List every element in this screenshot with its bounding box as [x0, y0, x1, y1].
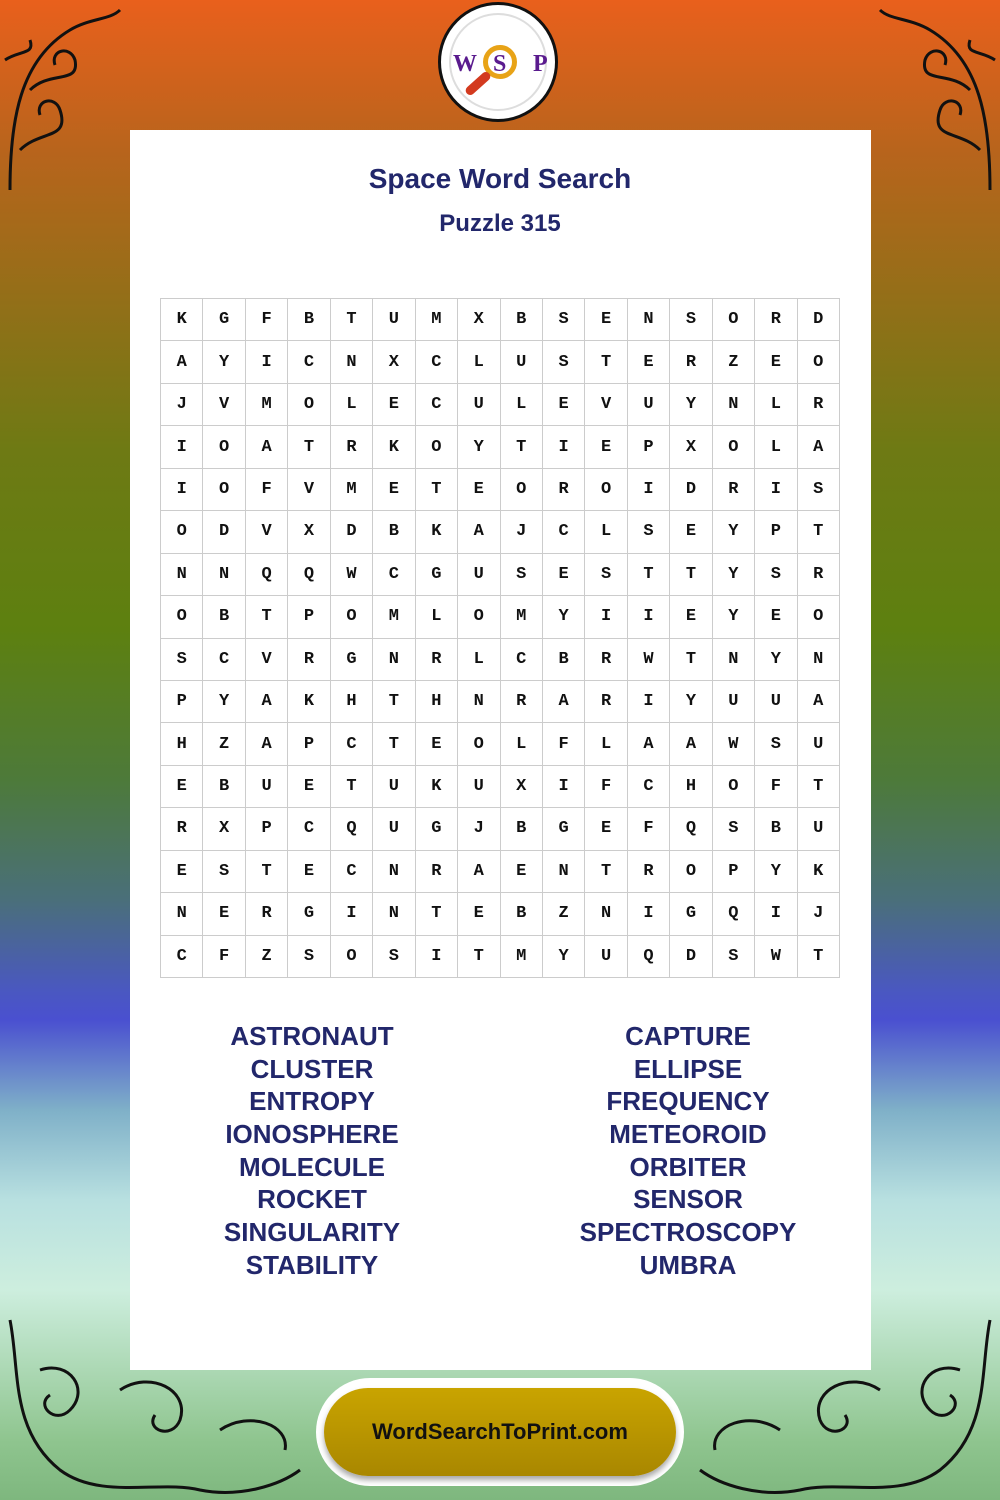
word-list-item: METEOROID: [609, 1119, 767, 1150]
grid-cell[interactable]: Z: [543, 893, 585, 935]
grid-cell[interactable]: E: [543, 554, 585, 596]
grid-cell[interactable]: R: [585, 681, 627, 723]
grid-cell[interactable]: S: [288, 936, 330, 978]
grid-cell[interactable]: K: [161, 299, 203, 341]
grid-cell[interactable]: C: [288, 808, 330, 850]
grid-cell[interactable]: X: [203, 808, 245, 850]
site-logo[interactable]: [438, 2, 558, 122]
grid-cell[interactable]: T: [798, 766, 840, 808]
grid-cell[interactable]: U: [458, 554, 500, 596]
grid-cell[interactable]: O: [798, 341, 840, 383]
grid-cell[interactable]: D: [670, 936, 712, 978]
grid-cell[interactable]: Y: [713, 554, 755, 596]
grid-cell[interactable]: V: [288, 469, 330, 511]
grid-cell[interactable]: R: [161, 808, 203, 850]
grid-cell[interactable]: Y: [543, 936, 585, 978]
grid-cell[interactable]: N: [628, 299, 670, 341]
word-list-item: STABILITY: [245, 1249, 379, 1280]
grid-cell[interactable]: N: [373, 851, 415, 893]
grid-cell[interactable]: B: [755, 808, 797, 850]
grid-cell[interactable]: G: [416, 554, 458, 596]
grid-cell[interactable]: Q: [628, 936, 670, 978]
grid-cell[interactable]: U: [798, 723, 840, 765]
grid-cell[interactable]: Y: [670, 384, 712, 426]
grid-cell[interactable]: E: [288, 851, 330, 893]
grid-cell[interactable]: C: [331, 851, 373, 893]
grid-cell[interactable]: K: [288, 681, 330, 723]
grid-cell[interactable]: T: [288, 426, 330, 468]
grid-cell[interactable]: R: [713, 469, 755, 511]
grid-cell[interactable]: B: [288, 299, 330, 341]
grid-cell[interactable]: A: [246, 426, 288, 468]
grid-cell[interactable]: R: [798, 554, 840, 596]
grid-cell[interactable]: K: [373, 426, 415, 468]
grid-cell[interactable]: R: [543, 469, 585, 511]
grid-cell[interactable]: D: [798, 299, 840, 341]
word-list-item: CLUSTER: [250, 1053, 374, 1084]
grid-cell[interactable]: S: [161, 639, 203, 681]
grid-cell[interactable]: Q: [670, 808, 712, 850]
word-list-item: SENSOR: [633, 1184, 743, 1215]
grid-cell[interactable]: C: [161, 936, 203, 978]
grid-cell[interactable]: E: [543, 384, 585, 426]
grid-cell[interactable]: W: [628, 639, 670, 681]
grid-cell[interactable]: L: [585, 511, 627, 553]
grid-cell[interactable]: T: [373, 723, 415, 765]
grid-cell[interactable]: F: [203, 936, 245, 978]
word-list-item: UMBRA: [639, 1249, 737, 1280]
grid-cell[interactable]: O: [288, 384, 330, 426]
grid-cell[interactable]: N: [543, 851, 585, 893]
grid-cell[interactable]: E: [585, 808, 627, 850]
grid-cell[interactable]: N: [798, 639, 840, 681]
grid-cell[interactable]: I: [416, 936, 458, 978]
grid-cell[interactable]: N: [373, 893, 415, 935]
grid-cell[interactable]: I: [585, 596, 627, 638]
grid-cell[interactable]: T: [798, 936, 840, 978]
grid-cell[interactable]: E: [670, 511, 712, 553]
grid-cell[interactable]: P: [628, 426, 670, 468]
grid-cell[interactable]: T: [246, 596, 288, 638]
grid-cell[interactable]: T: [458, 936, 500, 978]
grid-cell[interactable]: E: [585, 299, 627, 341]
grid-cell[interactable]: C: [331, 723, 373, 765]
grid-cell[interactable]: E: [203, 893, 245, 935]
grid-cell[interactable]: S: [755, 723, 797, 765]
grid-cell[interactable]: I: [628, 469, 670, 511]
word-list-item: SINGULARITY: [223, 1217, 401, 1248]
grid-cell[interactable]: G: [203, 299, 245, 341]
grid-cell[interactable]: O: [203, 426, 245, 468]
grid-cell[interactable]: S: [798, 469, 840, 511]
grid-cell[interactable]: F: [246, 299, 288, 341]
grid-cell[interactable]: E: [458, 469, 500, 511]
grid-cell[interactable]: M: [373, 596, 415, 638]
grid-cell[interactable]: E: [161, 766, 203, 808]
grid-cell[interactable]: E: [458, 893, 500, 935]
grid-cell[interactable]: W: [755, 936, 797, 978]
grid-cell[interactable]: U: [628, 384, 670, 426]
grid-cell[interactable]: X: [288, 511, 330, 553]
grid-cell[interactable]: S: [628, 511, 670, 553]
grid-cell[interactable]: E: [161, 851, 203, 893]
word-list-item: ENTROPY: [249, 1086, 375, 1117]
grid-cell[interactable]: M: [331, 469, 373, 511]
grid-cell[interactable]: R: [755, 299, 797, 341]
grid-cell[interactable]: N: [373, 639, 415, 681]
grid-cell[interactable]: N: [331, 341, 373, 383]
grid-cell[interactable]: C: [416, 384, 458, 426]
grid-cell[interactable]: S: [373, 936, 415, 978]
grid-cell[interactable]: C: [416, 341, 458, 383]
grid-cell[interactable]: I: [628, 893, 670, 935]
grid-cell[interactable]: C: [203, 639, 245, 681]
grid-cell[interactable]: S: [501, 554, 543, 596]
grid-cell[interactable]: I: [161, 426, 203, 468]
grid-cell[interactable]: R: [501, 681, 543, 723]
word-list-item: ORBITER: [629, 1151, 747, 1182]
grid-cell[interactable]: Y: [713, 596, 755, 638]
grid-cell[interactable]: U: [246, 766, 288, 808]
word-list-item: ROCKET: [257, 1184, 367, 1215]
grid-cell[interactable]: Y: [755, 639, 797, 681]
grid-cell[interactable]: C: [501, 639, 543, 681]
logo-letter-p: P: [533, 51, 548, 77]
grid-cell[interactable]: A: [543, 681, 585, 723]
grid-cell[interactable]: G: [416, 808, 458, 850]
word-list-right: [538, 1020, 838, 1282]
grid-cell[interactable]: Y: [458, 426, 500, 468]
grid-cell[interactable]: B: [373, 511, 415, 553]
grid-cell[interactable]: G: [670, 893, 712, 935]
grid-cell[interactable]: G: [331, 639, 373, 681]
grid-cell[interactable]: F: [585, 766, 627, 808]
grid-cell[interactable]: L: [458, 341, 500, 383]
grid-cell[interactable]: R: [798, 384, 840, 426]
grid-cell[interactable]: U: [373, 299, 415, 341]
grid-cell[interactable]: B: [501, 299, 543, 341]
grid-cell[interactable]: K: [416, 511, 458, 553]
grid-cell[interactable]: Y: [755, 851, 797, 893]
grid-cell[interactable]: O: [416, 426, 458, 468]
grid-cell[interactable]: O: [458, 596, 500, 638]
grid-cell[interactable]: O: [713, 766, 755, 808]
grid-cell[interactable]: T: [798, 511, 840, 553]
grid-cell[interactable]: F: [628, 808, 670, 850]
grid-cell[interactable]: R: [670, 341, 712, 383]
grid-cell[interactable]: I: [331, 893, 373, 935]
grid-cell[interactable]: H: [416, 681, 458, 723]
grid-cell[interactable]: J: [161, 384, 203, 426]
grid-cell[interactable]: A: [670, 723, 712, 765]
grid-cell[interactable]: O: [331, 936, 373, 978]
word-list-item: SPECTROSCOPY: [579, 1217, 797, 1248]
grid-cell[interactable]: N: [161, 893, 203, 935]
grid-cell[interactable]: R: [331, 426, 373, 468]
grid-cell[interactable]: P: [161, 681, 203, 723]
grid-cell[interactable]: L: [585, 723, 627, 765]
grid-cell[interactable]: Z: [713, 341, 755, 383]
puzzle-number: Puzzle 315: [439, 210, 561, 237]
grid-cell[interactable]: I: [755, 469, 797, 511]
grid-cell[interactable]: L: [755, 426, 797, 468]
grid-cell[interactable]: T: [246, 851, 288, 893]
grid-cell[interactable]: B: [501, 808, 543, 850]
grid-cell[interactable]: V: [203, 384, 245, 426]
site-link-button[interactable]: WordSearchToPrint.com: [324, 1388, 676, 1476]
grid-cell[interactable]: A: [246, 723, 288, 765]
grid-cell[interactable]: E: [416, 723, 458, 765]
grid-cell[interactable]: I: [628, 596, 670, 638]
grid-cell[interactable]: H: [161, 723, 203, 765]
grid-cell[interactable]: I: [543, 426, 585, 468]
grid-cell[interactable]: E: [628, 341, 670, 383]
grid-cell[interactable]: V: [246, 511, 288, 553]
grid-cell[interactable]: Y: [203, 341, 245, 383]
grid-cell[interactable]: N: [161, 554, 203, 596]
grid-cell[interactable]: E: [585, 426, 627, 468]
grid-cell[interactable]: I: [246, 341, 288, 383]
word-list-item: CAPTURE: [625, 1021, 751, 1051]
grid-cell[interactable]: G: [288, 893, 330, 935]
grid-cell[interactable]: E: [501, 851, 543, 893]
grid-cell[interactable]: L: [501, 384, 543, 426]
grid-cell[interactable]: O: [161, 511, 203, 553]
grid-cell[interactable]: T: [373, 681, 415, 723]
grid-cell[interactable]: W: [713, 723, 755, 765]
grid-cell[interactable]: U: [373, 766, 415, 808]
grid-cell[interactable]: A: [161, 341, 203, 383]
grid-cell[interactable]: U: [501, 341, 543, 383]
grid-cell[interactable]: O: [713, 426, 755, 468]
grid-cell[interactable]: M: [246, 384, 288, 426]
grid-cell[interactable]: O: [585, 469, 627, 511]
grid-cell[interactable]: K: [798, 851, 840, 893]
grid-cell[interactable]: Z: [203, 723, 245, 765]
grid-cell[interactable]: T: [670, 554, 712, 596]
grid-cell[interactable]: X: [458, 299, 500, 341]
grid-cell[interactable]: U: [585, 936, 627, 978]
grid-cell[interactable]: L: [331, 384, 373, 426]
grid-cell[interactable]: P: [246, 808, 288, 850]
grid-cell[interactable]: M: [501, 936, 543, 978]
grid-cell[interactable]: R: [416, 851, 458, 893]
grid-cell[interactable]: T: [670, 639, 712, 681]
grid-cell[interactable]: T: [416, 469, 458, 511]
grid-cell[interactable]: E: [373, 384, 415, 426]
grid-cell[interactable]: J: [798, 893, 840, 935]
grid-cell[interactable]: S: [543, 341, 585, 383]
grid-cell[interactable]: P: [755, 511, 797, 553]
grid-cell[interactable]: A: [798, 681, 840, 723]
grid-cell[interactable]: H: [670, 766, 712, 808]
grid-cell[interactable]: E: [755, 341, 797, 383]
grid-cell[interactable]: A: [246, 681, 288, 723]
grid-cell[interactable]: F: [755, 766, 797, 808]
grid-cell[interactable]: T: [331, 766, 373, 808]
grid-cell[interactable]: R: [628, 851, 670, 893]
grid-cell[interactable]: E: [288, 766, 330, 808]
grid-cell[interactable]: T: [331, 299, 373, 341]
grid-cell[interactable]: I: [755, 893, 797, 935]
grid-cell[interactable]: N: [458, 681, 500, 723]
word-list-item: FREQUENCY: [606, 1086, 770, 1117]
grid-cell[interactable]: U: [713, 681, 755, 723]
grid-cell[interactable]: D: [331, 511, 373, 553]
grid-cell[interactable]: S: [670, 299, 712, 341]
grid-cell[interactable]: S: [713, 936, 755, 978]
grid-cell[interactable]: R: [246, 893, 288, 935]
grid-cell[interactable]: B: [501, 893, 543, 935]
grid-cell[interactable]: R: [288, 639, 330, 681]
grid-cell[interactable]: N: [203, 554, 245, 596]
grid-cell[interactable]: L: [458, 639, 500, 681]
grid-cell[interactable]: P: [288, 596, 330, 638]
grid-cell[interactable]: P: [288, 723, 330, 765]
grid-cell[interactable]: O: [713, 299, 755, 341]
grid-cell[interactable]: V: [246, 639, 288, 681]
logo-letter-w: W: [453, 51, 477, 77]
grid-cell[interactable]: O: [458, 723, 500, 765]
grid-cell[interactable]: T: [628, 554, 670, 596]
grid-cell[interactable]: Y: [543, 596, 585, 638]
grid-cell[interactable]: S: [543, 299, 585, 341]
grid-cell[interactable]: Q: [246, 554, 288, 596]
grid-cell[interactable]: V: [585, 384, 627, 426]
grid-cell[interactable]: R: [416, 639, 458, 681]
grid-cell[interactable]: K: [416, 766, 458, 808]
grid-cell[interactable]: O: [670, 851, 712, 893]
grid-cell[interactable]: G: [543, 808, 585, 850]
grid-cell[interactable]: S: [713, 808, 755, 850]
grid-cell[interactable]: D: [203, 511, 245, 553]
word-list-item: ASTRONAUT: [230, 1021, 394, 1051]
grid-cell[interactable]: N: [713, 384, 755, 426]
grid-cell[interactable]: T: [501, 426, 543, 468]
grid-cell[interactable]: C: [288, 341, 330, 383]
grid-cell[interactable]: T: [585, 851, 627, 893]
grid-cell[interactable]: U: [373, 808, 415, 850]
grid-cell[interactable]: M: [416, 299, 458, 341]
grid-cell[interactable]: M: [501, 596, 543, 638]
grid-cell[interactable]: O: [161, 596, 203, 638]
grid-cell[interactable]: U: [798, 808, 840, 850]
grid-cell[interactable]: T: [416, 893, 458, 935]
grid-cell[interactable]: I: [161, 469, 203, 511]
grid-cell[interactable]: Q: [713, 893, 755, 935]
grid-cell[interactable]: T: [585, 341, 627, 383]
grid-cell[interactable]: Q: [331, 808, 373, 850]
grid-cell[interactable]: O: [331, 596, 373, 638]
grid-cell[interactable]: X: [501, 766, 543, 808]
word-list-item: IONOSPHERE: [225, 1119, 399, 1150]
grid-cell[interactable]: F: [246, 469, 288, 511]
grid-cell[interactable]: I: [628, 681, 670, 723]
grid-cell[interactable]: P: [713, 851, 755, 893]
logo-letter-s: S: [493, 51, 507, 77]
grid-cell[interactable]: R: [585, 639, 627, 681]
grid-cell[interactable]: C: [543, 511, 585, 553]
grid-cell[interactable]: L: [501, 723, 543, 765]
word-list-item: ELLIPSE: [633, 1053, 743, 1084]
grid-cell[interactable]: E: [755, 596, 797, 638]
grid-cell[interactable]: C: [373, 554, 415, 596]
grid-cell[interactable]: Y: [203, 681, 245, 723]
grid-cell[interactable]: C: [628, 766, 670, 808]
grid-cell[interactable]: Q: [288, 554, 330, 596]
grid-cell[interactable]: N: [585, 893, 627, 935]
grid-cell[interactable]: J: [458, 808, 500, 850]
grid-cell[interactable]: U: [458, 384, 500, 426]
grid-cell[interactable]: L: [755, 384, 797, 426]
grid-cell[interactable]: S: [755, 554, 797, 596]
grid-cell[interactable]: Z: [246, 936, 288, 978]
grid-cell[interactable]: X: [670, 426, 712, 468]
footer-badge: [316, 1378, 684, 1486]
grid-cell[interactable]: D: [670, 469, 712, 511]
grid-cell[interactable]: A: [458, 511, 500, 553]
grid-cell[interactable]: O: [798, 596, 840, 638]
grid-cell[interactable]: J: [501, 511, 543, 553]
grid-cell[interactable]: B: [203, 596, 245, 638]
grid-cell[interactable]: U: [755, 681, 797, 723]
grid-cell[interactable]: S: [203, 851, 245, 893]
grid-cell[interactable]: B: [203, 766, 245, 808]
grid-cell[interactable]: W: [331, 554, 373, 596]
page-title: Space Word Search: [368, 163, 632, 194]
grid-cell[interactable]: Y: [713, 511, 755, 553]
grid-cell[interactable]: H: [331, 681, 373, 723]
word-list-left: [162, 1020, 462, 1282]
grid-cell[interactable]: X: [373, 341, 415, 383]
grid-cell[interactable]: A: [798, 426, 840, 468]
grid-cell[interactable]: O: [501, 469, 543, 511]
grid-cell[interactable]: F: [543, 723, 585, 765]
word-list-item: MOLECULE: [239, 1151, 385, 1182]
grid-cell[interactable]: N: [713, 639, 755, 681]
grid-cell[interactable]: Y: [670, 681, 712, 723]
grid-cell[interactable]: A: [458, 851, 500, 893]
letter-grid[interactable]: [160, 298, 840, 978]
grid-cell[interactable]: L: [416, 596, 458, 638]
grid-cell[interactable]: U: [458, 766, 500, 808]
grid-cell[interactable]: O: [203, 469, 245, 511]
grid-cell[interactable]: E: [670, 596, 712, 638]
grid-cell[interactable]: E: [373, 469, 415, 511]
grid-cell[interactable]: A: [628, 723, 670, 765]
grid-cell[interactable]: B: [543, 639, 585, 681]
grid-cell[interactable]: I: [543, 766, 585, 808]
grid-cell[interactable]: S: [585, 554, 627, 596]
